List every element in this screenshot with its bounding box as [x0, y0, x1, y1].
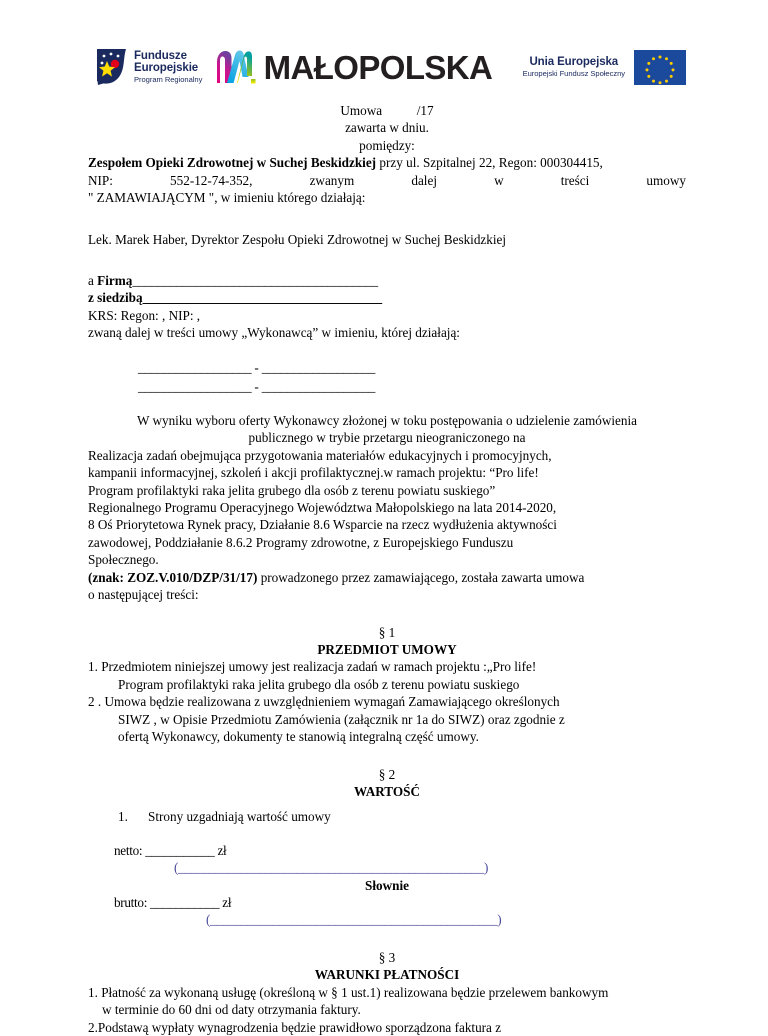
fundusze-europejskie-flag-mark: [95, 47, 128, 87]
section-1-item-3: SIWZ , w Opisie Przedmiotu Zamówienia (załącznik nr 1a do SIWZ) oraz zgodnie z: [118, 711, 565, 727]
nip-label: NIP:: [88, 172, 113, 188]
nip-word-3: treści: [560, 172, 590, 188]
wykonawca-line: zwaną dalej w treści umowy „Wykonawcą” w imieniu, której działają:: [88, 325, 460, 341]
krs-line: KRS: Regon: , NIP: ,: [88, 307, 201, 323]
malopolska-logo: [215, 48, 493, 86]
signature-blank-row-2: [138, 377, 686, 396]
umowa-label: Umowa: [340, 103, 383, 118]
nip-line: [88, 172, 686, 189]
zamawiajacym-line: " ZAMAWIAJĄCYM ", w imieniu którego działają:: [88, 190, 366, 206]
fe-line1: Fundusze: [134, 49, 187, 62]
pomiedzy-line: pomiędzy:: [359, 137, 415, 153]
ue-line1: Unia Europejska: [529, 55, 619, 68]
signature-blank-left-1: __________________: [138, 359, 252, 375]
ue-line2: Europejski Fundusz Społeczny: [522, 68, 625, 78]
nip-value: 552-12-74-352,: [170, 172, 253, 188]
document-body: [0, 96, 768, 1036]
european-union-flag: [634, 50, 686, 85]
section-2-heading: WARTOŚĆ: [354, 783, 420, 799]
brutto-row: [88, 894, 686, 911]
section-3-marker: § 3: [378, 949, 396, 965]
signature-blank-lines: [88, 358, 686, 396]
umowa-title-line: [88, 102, 686, 119]
zamawiajacy-line: [88, 154, 686, 171]
nip-word-4: umowy: [646, 172, 686, 188]
slownie-label: Słownie: [365, 877, 409, 893]
malopolska-wordmark: MAŁOPOLSKA: [263, 48, 493, 86]
brutto-label: brutto: ___________ zł: [114, 895, 232, 911]
signature-blank-left-2: __________________: [138, 378, 252, 394]
section-3-item-1: w terminie do 60 dni od daty otrzymania faktury.: [102, 1002, 361, 1018]
siedziba-line: [88, 289, 686, 306]
section-3-item-0: 1. Płatność za wykonaną usługę (określoną w § 1 ust.1) realizowana będzie przelewem bankowym: [88, 984, 609, 1000]
brutto-slownie-blank: (______________________________________________): [206, 912, 502, 928]
section-1-item-1: Program profilaktyki raka jelita grubego dla osób z terenu powiatu suskiego: [118, 676, 520, 692]
nip-word-0: zwanym: [309, 172, 355, 188]
preamble-body-4: 8 Oś Priorytetowa Rynek pracy, Działanie 8.6 Wsparcie na rzecz wydłużenia aktywności: [88, 517, 557, 533]
umowa-number: /17: [416, 103, 434, 118]
preamble-body-0: Realizacja zadań obejmująca przygotowania materiałów edukacyjnych i promocyjnych,: [88, 447, 552, 463]
section-1-item-0: 1. Przedmiotem niniejszej umowy jest realizacja zadań w ramach projektu :„Pro life!: [88, 659, 537, 675]
fundusze-europejskie-logo: [95, 47, 202, 87]
unia-europejska-text: [523, 56, 625, 79]
logo-header-band: [0, 0, 768, 96]
zamawiajacy-address: przy ul. Szpitalnej 22, Regon: 000304415,: [379, 155, 603, 171]
firma-prefix: a: [88, 272, 98, 288]
signature-dash-2: -: [254, 378, 259, 394]
section-2-item-text: Strony uzgadniają wartość umowy: [148, 809, 331, 825]
firma-line: a Firmą_______________________________________: [88, 272, 378, 288]
znak-rest: prowadzonego przez zamawiającego, została zawarta umowa: [260, 569, 585, 585]
signature-blank-right-2: __________________: [261, 378, 376, 394]
signature-dash-1: -: [254, 359, 259, 375]
firma-blank: _______________________________________: [132, 272, 378, 288]
siedziba-blank: ______________________________________: [142, 290, 382, 306]
nip-word-2: w: [494, 172, 504, 188]
section-3-heading: WARUNKI PŁATNOŚCI: [314, 967, 460, 983]
preamble-body-5: zawodowej, Poddziałanie 8.6.2 Programy zdrowotne, z Europejskiego Funduszu: [88, 534, 514, 550]
preamble-body-6: Społecznego.: [88, 552, 159, 568]
section-2-item-1: [88, 808, 686, 825]
znak-code: (znak: ZOZ.V.010/DZP/31/17): [88, 569, 258, 585]
section-2-item-number: 1.: [118, 809, 128, 825]
preamble-body-2: Program profilaktyki raka jelita grubego dla osób z terenu powiatu suskiego”: [88, 482, 496, 498]
section-2-marker: § 2: [378, 766, 396, 782]
signature-blank-right-1: __________________: [261, 359, 376, 375]
representative-line: Lek. Marek Haber, Dyrektor Zespołu Opieki Zdrowotnej w Suchej Beskidzkiej: [88, 231, 507, 247]
signature-blank-row-1: [138, 358, 686, 377]
nip-word-1: dalej: [411, 172, 437, 188]
netto-row: [88, 842, 686, 859]
section-3-item-2: 2.Podstawą wypłaty wynagrodzenia będzie prawidłowo sporządzona faktura z: [88, 1019, 502, 1035]
netto-slownie-blank: (_________________________________________________): [174, 860, 489, 876]
section-1-heading: PRZEDMIOT UMOWY: [317, 641, 457, 657]
netto-label: netto: ___________ zł: [114, 842, 227, 858]
zamawiajacy-name: Zespołem Opieki Zdrowotnej w Suchej Beskidzkiej: [88, 155, 377, 171]
malopolska-m-mark: [215, 48, 257, 86]
siedziba-label: z siedzibą: [88, 290, 143, 306]
preamble-line-1: W wyniku wyboru oferty Wykonawcy złożonej w toku postępowania o udzielenie zamówienia: [136, 412, 638, 428]
fe-line3: Program Regionalny: [134, 75, 203, 85]
znak-line: [88, 569, 686, 586]
preamble-line-2: publicznego w trybie przetargu nieograniczonego na: [248, 430, 526, 446]
znak-line-2: o następującej treści:: [88, 587, 199, 603]
preamble-body-1: kampanii informacyjnej, szkoleń i akcji profilaktycznej.w ramach projektu: “Pro life!: [88, 465, 539, 481]
zawarta-line: zawarta w dniu.: [345, 120, 429, 136]
preamble-body-3: Regionalnego Programu Operacyjnego Województwa Małopolskiego na lata 2014-2020,: [88, 500, 557, 516]
fundusze-europejskie-text: [134, 50, 202, 85]
section-1-marker: § 1: [378, 624, 396, 640]
section-1-item-2: 2 . Umowa będzie realizowana z uwzględnieniem wymagań Zamawiającego określonych: [88, 694, 560, 710]
section-1-item-4: ofertą Wykonawcy, dokumenty te stanowią integralną część umowy.: [118, 729, 479, 745]
unia-europejska-logo: [523, 50, 686, 85]
fe-line2: Europejskie: [134, 62, 199, 75]
